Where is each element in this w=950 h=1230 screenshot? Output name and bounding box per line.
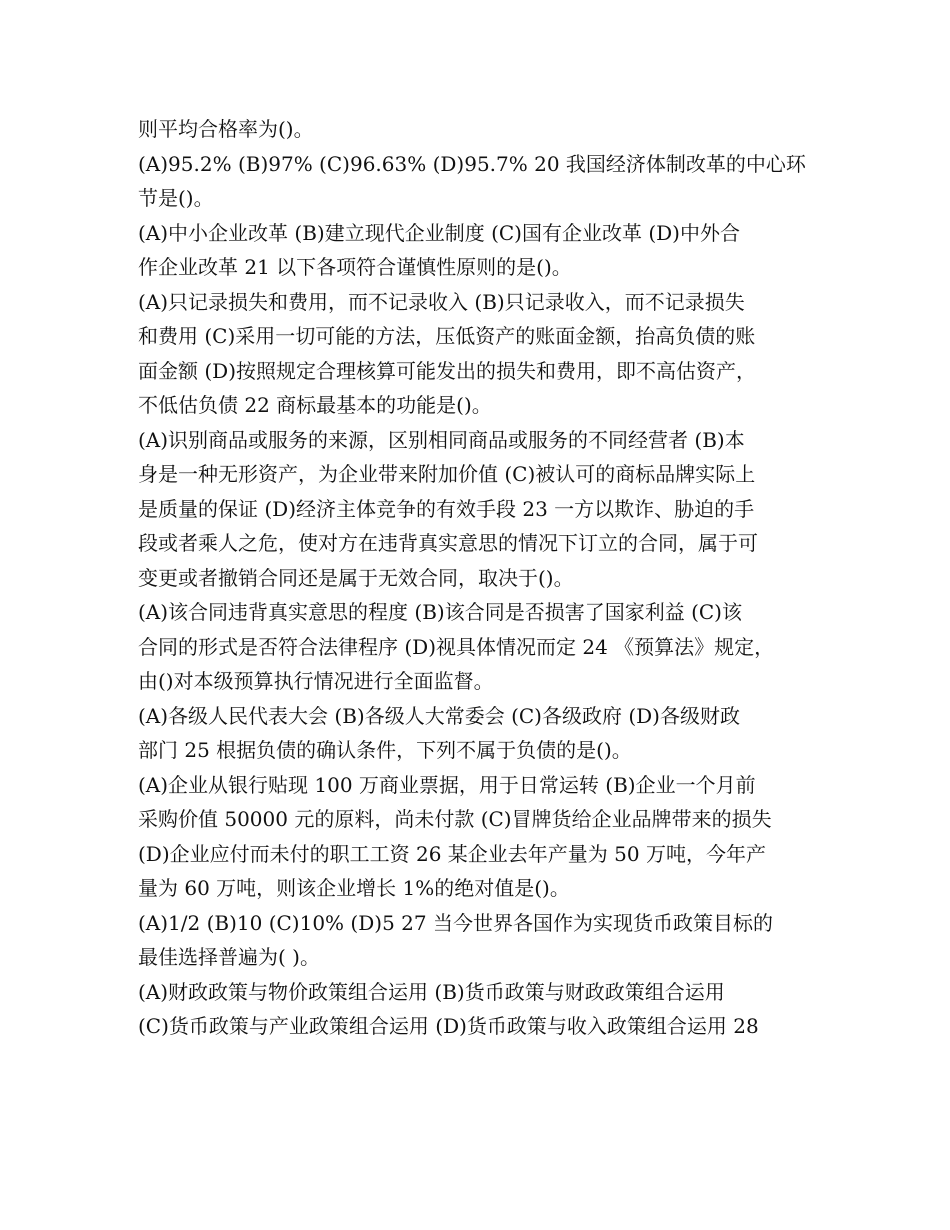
text-line: 采购价值 50000 元的原料，尚未付款 (C)冒牌货给企业品牌带来的损失 xyxy=(138,807,772,831)
text-line: (A)识别商品或服务的来源，区别相同商品或服务的不同经营者 (B)本 xyxy=(138,427,745,452)
text-line: 和费用 (C)采用一切可能的方法，压低资产的账面金额，抬高负债的账 xyxy=(138,324,756,348)
text-line: 部门 25 根据负债的确认条件，下列不属于负债的是()。 xyxy=(138,738,632,762)
text-line: 变更或者撤销合同还是属于无效合同，取决于()。 xyxy=(138,565,574,590)
text-line: (A)95.2% (B)97% (C)96.63% (D)95.7% 20 我国经济体制改革的中心环 xyxy=(138,151,806,176)
text-line: 不低估负债 22 商标最基本的功能是()。 xyxy=(138,393,492,417)
text-line: 由()对本级预算执行情况进行全面监督。 xyxy=(138,669,494,693)
text-line: 合同的形式是否符合法律程序 (D)视具体情况而定 24 《预算法》规定， xyxy=(138,634,775,659)
text-line: (A)1/2 (B)10 (C)10% (D)5 27 当今世界各国作为实现货币政策目标的 xyxy=(138,910,773,935)
text-line: (A)中小企业改革 (B)建立现代企业制度 (C)国有企业改革 (D)中外合 xyxy=(138,220,740,245)
text-line: (C)货币政策与产业政策组合运用 (D)货币政策与收入政策组合运用 28 xyxy=(138,1014,759,1038)
text-line: (A)企业从银行贴现 100 万商业票据，用于日常运转 (B)企业一个月前 xyxy=(138,772,756,797)
text-line: (A)财政政策与物价政策组合运用 (B)货币政策与财政政策组合运用 xyxy=(138,979,725,1004)
text-line: (A)只记录损失和费用，而不记录收入 (B)只记录收入，而不记录损失 xyxy=(138,289,745,314)
text-line: 身是一种无形资产，为企业带来附加价值 (C)被认可的商标品牌实际上 xyxy=(138,462,756,486)
text-line: 量为 60 万吨，则该企业增长 1%的绝对值是()。 xyxy=(138,876,570,900)
document-body xyxy=(138,112,818,1044)
text-line: 节是()。 xyxy=(138,186,214,210)
text-line: (D)企业应付而未付的职工工资 26 某企业去年产量为 50 万吨，今年产 xyxy=(138,841,766,866)
text-line: (A)该合同违背真实意思的程度 (B)该合同是否损害了国家利益 (C)该 xyxy=(138,600,742,624)
text-line: 最佳选择普遍为( )。 xyxy=(138,945,320,969)
text-line: 段或者乘人之危，使对方在违背真实意思的情况下订立的合同，属于可 xyxy=(138,531,758,555)
text-line: 面金额 (D)按照规定合理核算可能发出的损失和费用，即不高估资产， xyxy=(138,358,756,383)
text-line: 是质量的保证 (D)经济主体竞争的有效手段 23 一方以欺诈、胁迫的手 xyxy=(138,496,755,521)
text-line: 作企业改革 21 以下各项符合谨慎性原则的是()。 xyxy=(138,255,572,279)
text-line: 则平均合格率为()。 xyxy=(138,117,314,141)
text-line: (A)各级人民代表大会 (B)各级人大常委会 (C)各级政府 (D)各级财政 xyxy=(138,703,740,728)
